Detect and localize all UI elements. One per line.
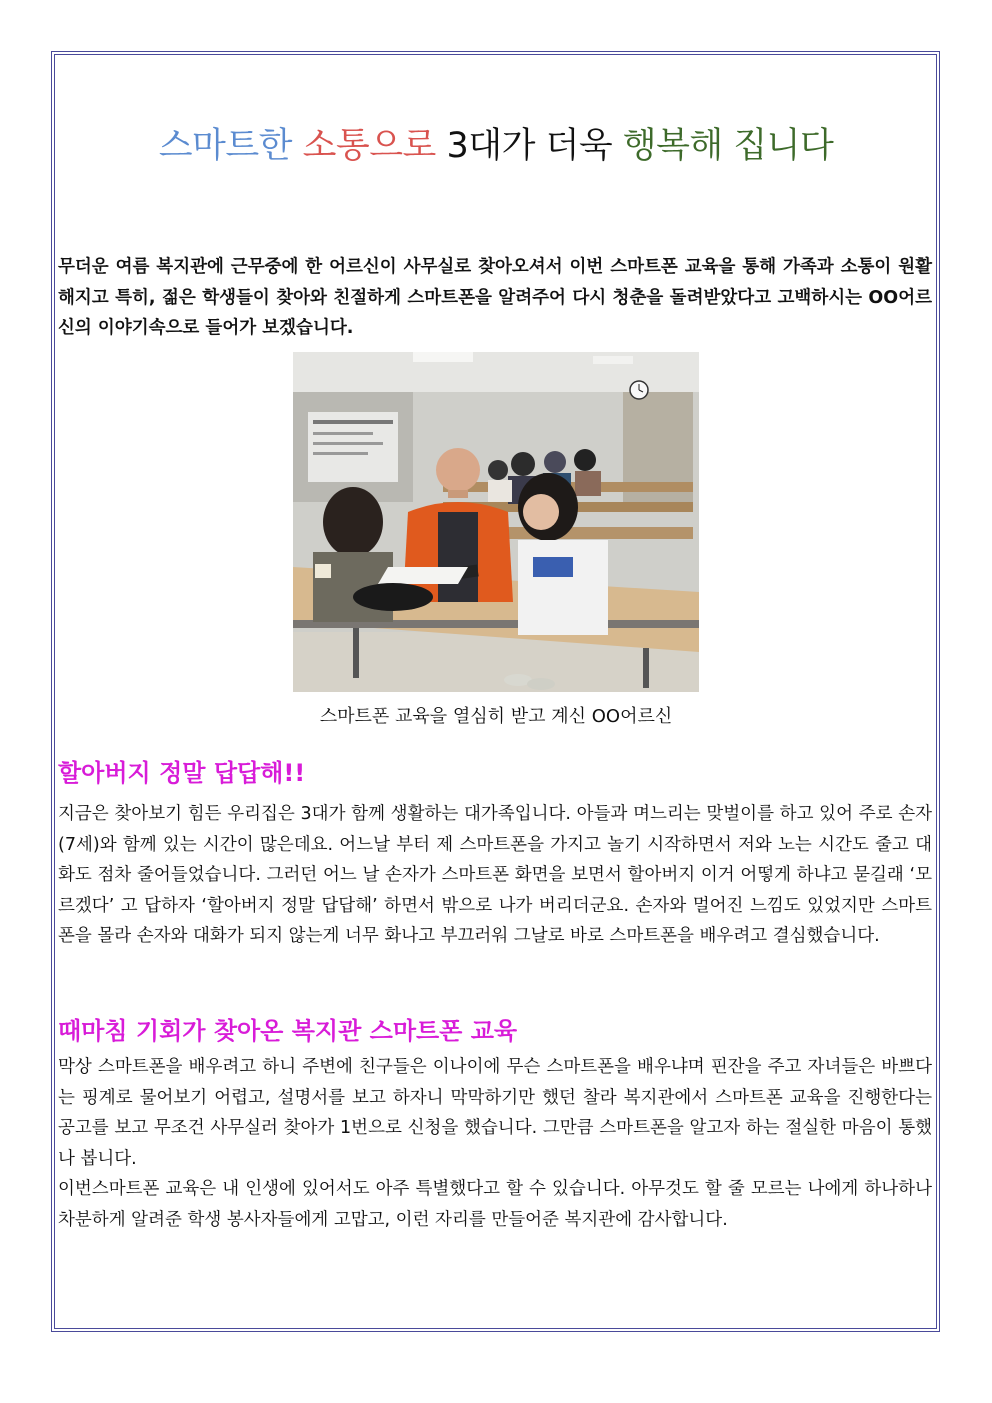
section-paragraph: 지금은 찾아보기 힘든 우리집은 3대가 함께 생활하는 대가족입니다. 아들과 며느리는 맞벌이를 하고 있어 주로 손자(7세)와 함께 있는 시간이 많은데요. 어느날 부터 제 스마트폰을 가지고 놀기 시작하면서 저와 노는 시간도 줄고 대화도 점차 줄어들었습니다. 그러던 어느 날 손자가 스마트폰 화면을 보면서 할아버지 이거 어떻게 하냐고 묻길래 ‘모르겠다’ 고 답하자 ‘할아버지 정말 답답해’ 하면서 밖으로 나가 버리더군요. 손자와 멀어진 느낌도 있었지만 스마트폰을 몰라 손자와 대화가 되지 않는게 너무 화나고 부끄러워 그날로 바로 스마트폰을 배우려고 결심했습니다. (58, 804, 932, 946)
section-paragraph: 막상 스마트폰을 배우려고 하니 주변에 친구들은 이나이에 무슨 스마트폰을 배우냐며 핀잔을 주고 자녀들은 바쁘다는 핑계로 물어보기 어렵고, 설명서를 보고 하자니 막막하기만 했던 찰라 복지관에서 스마트폰 교육을 진행한다는 공고를 보고 무조건 사무실러 찾아가 1번으로 신청을 했습니다. 그만큼 스마트폰을 알고자 하는 절실한 마음이 통했나 봅니다. (58, 1057, 932, 1169)
photo-caption: 스마트폰 교육을 열심히 받고 계신 OO어르신 (319, 706, 673, 727)
page-title (60, 122, 932, 170)
section-heading-grandpa: 할아버지 정말 답답해!! (58, 759, 306, 787)
title-part-smart: 스마트한 (158, 126, 292, 166)
section-heading-education: 때마침 기회가 찾아온 복지관 스마트폰 교육 (58, 1017, 518, 1045)
title-part-generations: 3대가 더욱 (446, 126, 613, 166)
title-part-happy: 행복해 집니다 (622, 126, 834, 166)
intro-paragraph: 무더운 여름 복지관에 근무중에 한 어르신이 사무실로 찾아오셔서 이번 스마트폰 교육을 통해 가족과 소통이 원활해지고 특히, 젊은 학생들이 찾아와 친절하게 스마트폰을 알려주어 다시 청춘을 돌려받았다고 고백하시는 OO어르신의 이야기속으로 들어가 보겠습니다. (58, 257, 932, 338)
smartphone-class-photo (293, 352, 699, 692)
title-part-communication: 소통으로 (302, 126, 436, 166)
section-paragraph: 이번스마트폰 교육은 내 인생에 있어서도 아주 특별했다고 할 수 있습니다. 아무것도 할 줄 모르는 나에게 하나하나 차분하게 알려준 학생 봉사자들에게 고맙고, 이런 자리를 만들어준 복지관에 감사합니다. (58, 1179, 932, 1230)
